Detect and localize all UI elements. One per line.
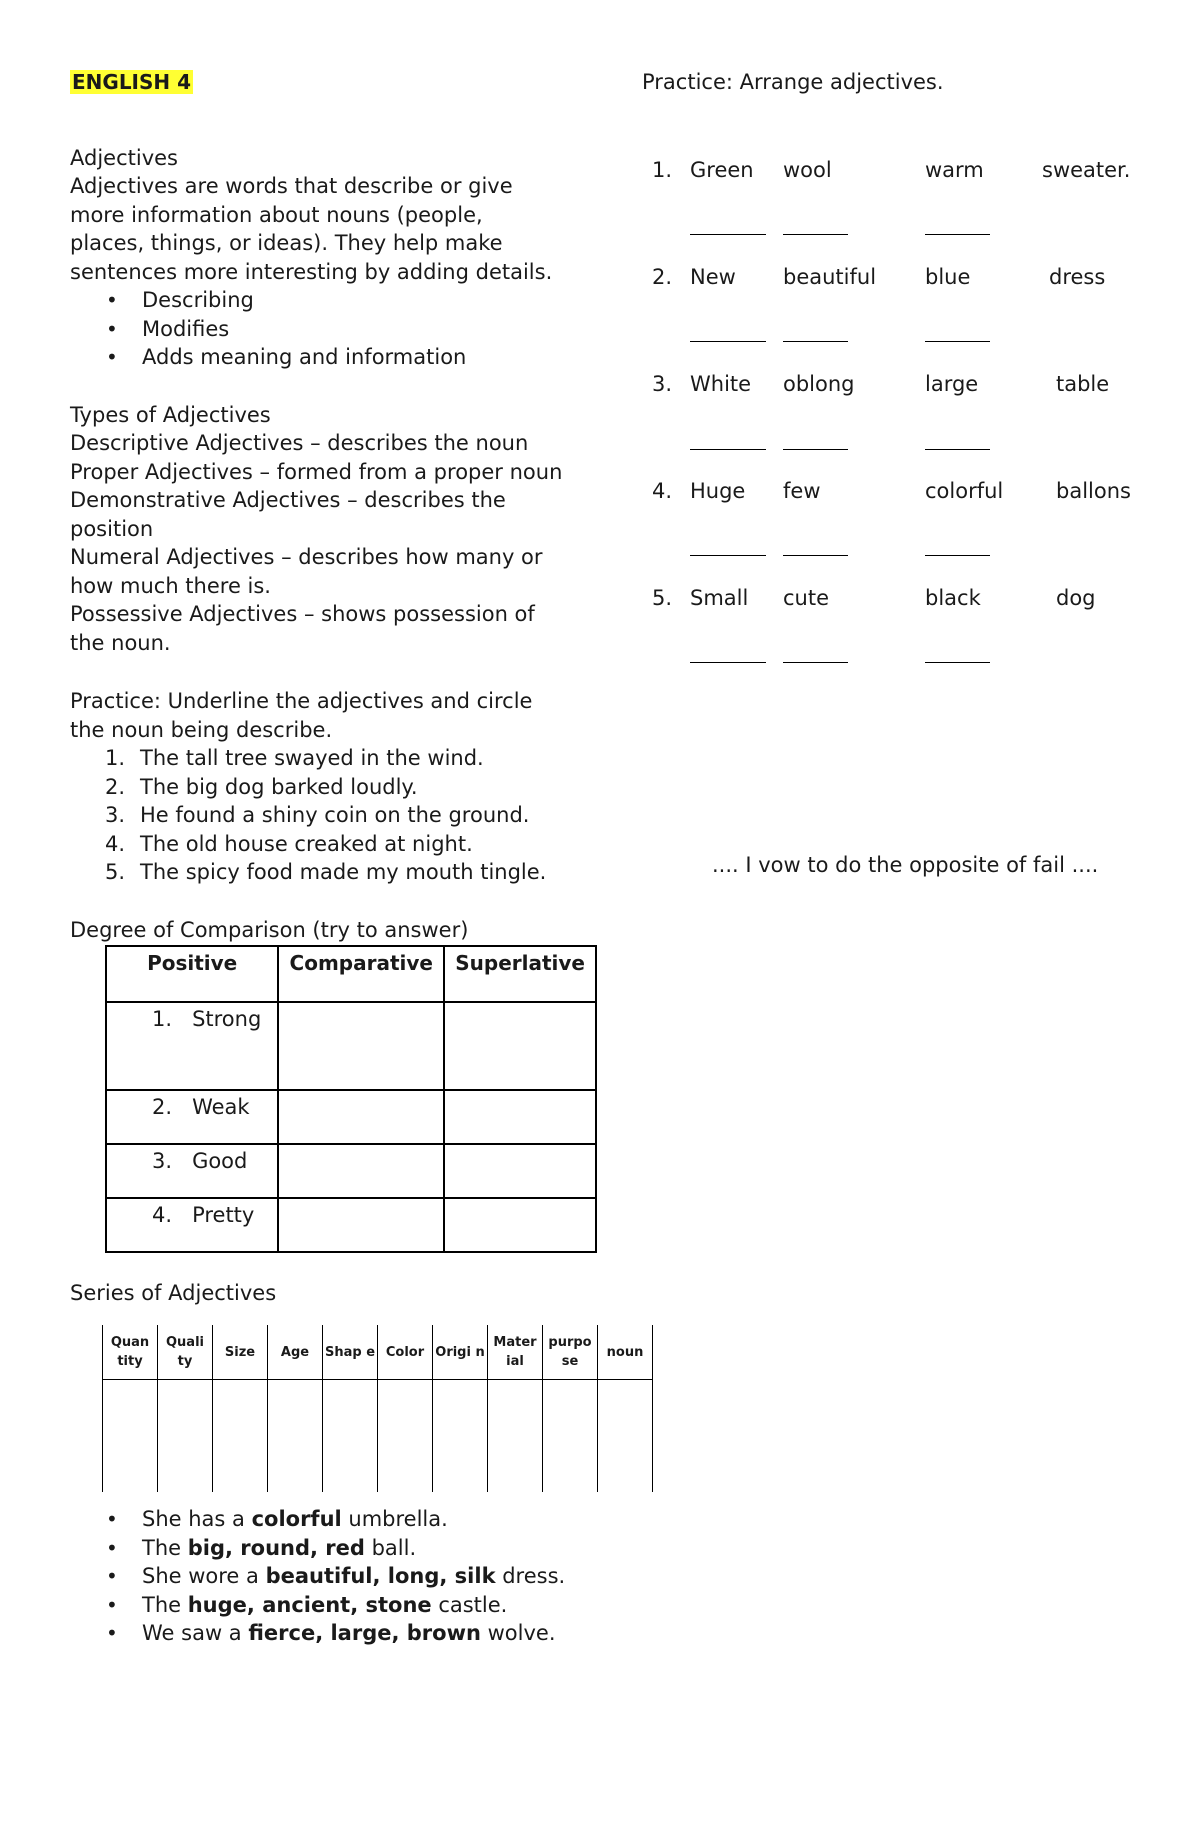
answer-cell[interactable] bbox=[598, 1380, 653, 1493]
table-row bbox=[106, 1198, 596, 1252]
definition-bullets bbox=[70, 286, 466, 372]
series-table bbox=[102, 1325, 653, 1492]
list-item: 2. The big dog barked loudly. bbox=[105, 774, 418, 799]
table-row bbox=[106, 1144, 596, 1198]
answer-cell[interactable] bbox=[543, 1380, 598, 1493]
list-item: • The big, round, red ball. bbox=[70, 1534, 565, 1563]
word: colorful bbox=[925, 479, 1004, 503]
answer-cell[interactable] bbox=[278, 1090, 444, 1144]
answer-blank[interactable] bbox=[690, 234, 766, 235]
answer-cell[interactable] bbox=[278, 1002, 444, 1090]
answer-blank[interactable] bbox=[925, 234, 990, 235]
col-purpose: purpo se bbox=[543, 1325, 598, 1380]
table-row bbox=[106, 1002, 596, 1090]
list-item: • We saw a fierce, large, brown wolve. bbox=[70, 1619, 565, 1648]
adjectives-heading: Adjectives bbox=[70, 146, 178, 170]
type-descriptive: Descriptive Adjectives – describes the noun bbox=[70, 431, 529, 455]
word: dog bbox=[1056, 586, 1096, 610]
col-origin: Origi n bbox=[433, 1325, 488, 1380]
word: Green bbox=[690, 158, 754, 182]
positive-cell: 3. Good bbox=[106, 1144, 278, 1198]
col-positive: Positive bbox=[106, 946, 278, 1002]
practice-underline-heading: Practice: Underline the adjectives and circle the noun being describe. bbox=[70, 689, 533, 742]
answer-cell[interactable] bbox=[444, 1002, 596, 1090]
word: oblong bbox=[783, 372, 855, 396]
word: Huge bbox=[690, 479, 746, 503]
answer-cell[interactable] bbox=[444, 1090, 596, 1144]
answer-cell[interactable] bbox=[213, 1380, 268, 1493]
word: warm bbox=[925, 158, 984, 182]
answer-cell[interactable] bbox=[278, 1144, 444, 1198]
word: White bbox=[690, 372, 752, 396]
answer-blank[interactable] bbox=[925, 662, 990, 663]
list-item: 3. He found a shiny coin on the ground. bbox=[105, 803, 530, 827]
word: New bbox=[690, 265, 736, 289]
type-possessive: Possessive Adjectives – shows possession of the noun. bbox=[70, 602, 535, 655]
adjectives-definition: Adjectives are words that describe or give more information about nouns (people, places, things, or ideas). They help make sentences more interesting by adding details. bbox=[70, 174, 553, 284]
word: Small bbox=[690, 586, 749, 610]
answer-cell[interactable] bbox=[158, 1380, 213, 1493]
answer-blank[interactable] bbox=[925, 449, 990, 450]
word: ballons bbox=[1056, 479, 1131, 503]
table-row bbox=[106, 1090, 596, 1144]
type-proper: Proper Adjectives – formed from a proper noun bbox=[70, 459, 563, 484]
answer-cell[interactable] bbox=[433, 1380, 488, 1493]
word: black bbox=[925, 586, 981, 610]
list-item: 4. The old house creaked at night. bbox=[105, 831, 473, 856]
positive-cell: 2. Weak bbox=[106, 1090, 278, 1144]
example-sentences bbox=[70, 1505, 565, 1648]
answer-cell[interactable] bbox=[278, 1198, 444, 1252]
answer-blank[interactable] bbox=[783, 341, 848, 342]
word: table bbox=[1056, 372, 1110, 396]
col-comparative: Comparative bbox=[278, 946, 444, 1002]
col-noun: noun bbox=[598, 1325, 653, 1380]
page-title: ENGLISH 4 bbox=[72, 70, 192, 94]
table-row bbox=[103, 1380, 653, 1493]
motto: .... I vow to do the opposite of fail .... bbox=[712, 853, 1099, 877]
word: sweater. bbox=[1042, 158, 1131, 182]
list-item: • Describing bbox=[70, 286, 466, 315]
word: cute bbox=[783, 586, 830, 610]
degree-heading: Degree of Comparison (try to answer) bbox=[70, 918, 469, 942]
type-demonstrative: Demonstrative Adjectives – describes the position bbox=[70, 488, 506, 541]
answer-blank[interactable] bbox=[690, 662, 766, 663]
answer-cell[interactable] bbox=[488, 1380, 543, 1493]
answer-blank[interactable] bbox=[783, 449, 848, 450]
list-item: • Adds meaning and information bbox=[70, 343, 466, 372]
answer-blank[interactable] bbox=[783, 555, 848, 556]
table-header-row bbox=[103, 1325, 653, 1380]
answer-cell[interactable] bbox=[444, 1198, 596, 1252]
col-superlative: Superlative bbox=[444, 946, 596, 1002]
series-heading: Series of Adjectives bbox=[70, 1281, 277, 1305]
answer-cell[interactable] bbox=[444, 1144, 596, 1198]
arrange-heading: Practice: Arrange adjectives. bbox=[642, 70, 944, 94]
practice-underline-list bbox=[70, 744, 546, 887]
answer-cell[interactable] bbox=[268, 1380, 323, 1493]
word: large bbox=[925, 372, 979, 396]
list-item: 5. The spicy food made my mouth tingle. bbox=[105, 860, 547, 884]
answer-blank[interactable] bbox=[690, 555, 766, 556]
answer-blank[interactable] bbox=[783, 662, 848, 663]
answer-blank[interactable] bbox=[783, 234, 848, 235]
list-item: • She has a colorful umbrella. bbox=[70, 1505, 565, 1534]
types-heading: Types of Adjectives bbox=[70, 403, 271, 427]
type-numeral: Numeral Adjectives – describes how many or how much there is. bbox=[70, 545, 543, 598]
word: few bbox=[783, 479, 821, 503]
word: blue bbox=[925, 265, 971, 289]
answer-cell[interactable] bbox=[378, 1380, 433, 1493]
answer-cell[interactable] bbox=[103, 1380, 158, 1493]
list-item: • She wore a beautiful, long, silk dress. bbox=[70, 1562, 565, 1591]
answer-blank[interactable] bbox=[690, 449, 766, 450]
list-item: • The huge, ancient, stone castle. bbox=[70, 1591, 565, 1620]
word: beautiful bbox=[783, 265, 877, 289]
col-size: Size bbox=[213, 1325, 268, 1380]
positive-cell: 4. Pretty bbox=[106, 1198, 278, 1252]
answer-blank[interactable] bbox=[925, 555, 990, 556]
col-quality: Quali ty bbox=[158, 1325, 213, 1380]
answer-blank[interactable] bbox=[925, 341, 990, 342]
word: wool bbox=[783, 158, 832, 182]
answer-cell[interactable] bbox=[323, 1380, 378, 1493]
degree-table bbox=[105, 945, 597, 1253]
positive-cell: 1. Strong bbox=[106, 1002, 278, 1090]
word: dress bbox=[1049, 265, 1106, 289]
table-header-row bbox=[106, 946, 596, 1002]
col-age: Age bbox=[268, 1325, 323, 1380]
list-item: • Modifies bbox=[70, 315, 466, 344]
list-item: 1. The tall tree swayed in the wind. bbox=[105, 746, 484, 770]
types-list bbox=[70, 429, 570, 657]
col-color: Color bbox=[378, 1325, 433, 1380]
col-shape: Shap e bbox=[323, 1325, 378, 1380]
answer-blank[interactable] bbox=[690, 341, 766, 342]
col-quantity: Quan tity bbox=[103, 1325, 158, 1380]
col-material: Mater ial bbox=[488, 1325, 543, 1380]
